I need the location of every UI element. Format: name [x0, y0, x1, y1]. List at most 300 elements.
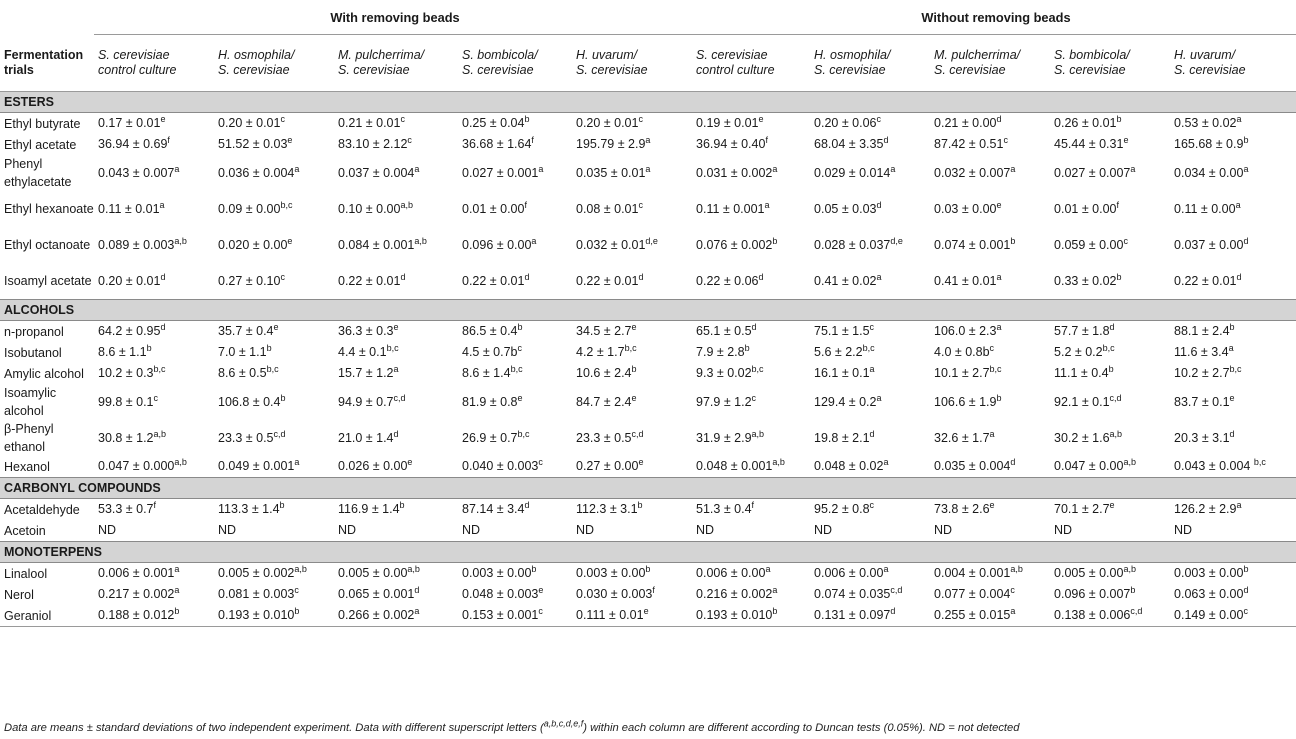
significance-letters: a [765, 563, 771, 574]
cell-value: 0.33 ± 0.02 [1054, 273, 1117, 288]
table-cell [930, 499, 1050, 521]
significance-letters: c [638, 113, 643, 124]
cell-value: 0.027 ± 0.001 [462, 165, 539, 180]
cell-value: 30.2 ± 1.6 [1054, 430, 1110, 445]
table-cell [810, 134, 930, 155]
significance-letters: b [1010, 235, 1016, 246]
table-cell [930, 384, 1050, 420]
cell-value: 0.084 ± 0.001 [338, 237, 415, 252]
cell-value: 87.42 ± 0.51 [934, 137, 1004, 151]
row-label: Geraniol [0, 605, 94, 627]
row-label: Isobutanol [4, 345, 62, 360]
table-cell [1170, 420, 1296, 456]
table-cell [930, 605, 1050, 627]
cell-value: 0.026 ± 0.00 [338, 459, 408, 473]
table-cell [94, 263, 214, 300]
significance-letters: e [1109, 499, 1115, 510]
column-header: S. cerevisiae control culture [692, 35, 810, 92]
significance-letters: b,c [153, 363, 166, 374]
cell-value: 20.3 ± 3.1 [1174, 430, 1230, 445]
significance-letters: b [524, 113, 530, 124]
table-row [0, 499, 1296, 521]
cell-value: 35.7 ± 0.4 [218, 324, 274, 338]
table-cell [214, 191, 334, 227]
significance-letters: c,d [273, 428, 286, 439]
table-cell [458, 134, 572, 155]
cell-value: 0.020 ± 0.00 [218, 237, 288, 252]
cell-value: 8.6 ± 0.5 [218, 366, 267, 380]
table-cell [214, 605, 334, 627]
cell-value: 51.3 ± 0.4 [696, 502, 752, 516]
table-cell [692, 563, 810, 585]
table-cell [572, 499, 692, 521]
cell-value: 0.037 ± 0.00 [1174, 237, 1244, 252]
table-cell [1050, 227, 1170, 263]
significance-letters: d [1229, 428, 1235, 439]
significance-letters: e [758, 113, 764, 124]
table-row [0, 263, 1296, 300]
significance-letters: c [638, 199, 643, 210]
significance-letters: e [160, 113, 166, 124]
table-cell [1170, 563, 1296, 585]
table-cell [930, 456, 1050, 478]
cell-value: 0.149 ± 0.00 [1174, 608, 1244, 622]
cell-value: 0.003 ± 0.00 [576, 566, 646, 580]
row-label: Amylic alcohol [4, 366, 84, 381]
table-row [0, 363, 1296, 384]
table-cell [1170, 456, 1296, 478]
cell-value: 0.048 ± 0.003 [462, 587, 539, 601]
table-cell [810, 321, 930, 343]
significance-letters: d [160, 271, 166, 282]
table-cell [458, 456, 572, 478]
table-cell [572, 420, 692, 456]
table-cell [572, 342, 692, 363]
table-row [0, 227, 1296, 263]
cell-value: 0.031 ± 0.002 [696, 165, 773, 180]
table-cell [214, 563, 334, 585]
table-cell [930, 363, 1050, 384]
cell-value: ND [218, 523, 237, 537]
significance-letters: b [266, 342, 272, 353]
cell-value: 0.043 ± 0.007 [98, 165, 175, 180]
cell-value: 0.11 ± 0.01 [98, 201, 160, 216]
cell-value: 0.193 ± 0.010 [218, 608, 295, 622]
significance-letters: b,c [1102, 342, 1115, 353]
significance-letters: a,b [1123, 456, 1136, 467]
significance-letters: c [1003, 134, 1008, 145]
significance-letters: b [1229, 321, 1235, 332]
significance-letters: a [414, 605, 420, 616]
significance-letters: a [294, 163, 300, 174]
table-cell [1170, 499, 1296, 521]
group-header-with-removing: With removing beads [94, 0, 692, 35]
table-cell [692, 499, 810, 521]
significance-letters: a [996, 271, 1002, 282]
significance-letters: e [517, 392, 523, 403]
table-row [0, 155, 1296, 191]
table-cell [930, 155, 1050, 191]
table-cell [334, 420, 458, 456]
table-cell [930, 342, 1050, 363]
table-row [0, 420, 1296, 456]
table-cell [334, 263, 458, 300]
table-cell [334, 134, 458, 155]
significance-letters: a [1235, 199, 1241, 210]
table-cell [458, 191, 572, 227]
table-cell [810, 520, 930, 542]
table-cell [1170, 134, 1296, 155]
cell-value: 21.0 ± 1.4 [338, 430, 394, 445]
table-cell [1170, 605, 1296, 627]
significance-letters: d [414, 584, 420, 595]
cell-value: 0.255 ± 0.015 [934, 608, 1011, 622]
significance-letters: c,d [890, 584, 903, 595]
significance-letters: b [1108, 363, 1114, 374]
table-cell [334, 584, 458, 605]
table-cell [334, 155, 458, 191]
significance-letters: b [399, 499, 405, 510]
cell-value: 0.005 ± 0.00 [338, 566, 408, 580]
cell-value: 106.8 ± 0.4 [218, 394, 281, 409]
table-cell [810, 499, 930, 521]
table-cell [334, 321, 458, 343]
table-cell [334, 191, 458, 227]
significance-letters: f [531, 134, 534, 145]
column-header: H. uvarum/ S. cerevisiae [572, 35, 692, 92]
cell-value: 0.005 ± 0.002 [218, 566, 295, 580]
table-cell [1170, 342, 1296, 363]
table-cell [572, 134, 692, 155]
cell-value: 0.03 ± 0.00 [934, 201, 997, 216]
cell-value: 97.9 ± 1.2 [696, 394, 752, 409]
table-cell [692, 584, 810, 605]
table-cell [214, 520, 334, 542]
cell-value: 15.7 ± 1.2 [338, 366, 394, 380]
significance-letters: a,b [400, 199, 413, 210]
significance-letters: b [772, 605, 778, 616]
cell-value: 65.1 ± 0.5 [696, 324, 752, 338]
section-header-row [0, 542, 1296, 563]
cell-value: 113.3 ± 1.4 [218, 502, 280, 516]
significance-letters: d,e [645, 235, 658, 246]
cell-value: 0.006 ± 0.001 [98, 566, 175, 580]
significance-letters: a,b [174, 235, 187, 246]
cell-value: 51.52 ± 0.03 [218, 137, 288, 151]
table-cell [1170, 155, 1296, 191]
section-title: ALCOHOLS [0, 300, 1296, 321]
cell-value: 0.096 ± 0.00 [462, 237, 532, 252]
cell-value: 0.22 ± 0.06 [696, 273, 759, 288]
table-cell [214, 584, 334, 605]
significance-letters: a [989, 428, 995, 439]
table-cell [930, 263, 1050, 300]
table-cell [1050, 563, 1170, 585]
table-cell [692, 227, 810, 263]
significance-letters: a,b [414, 235, 427, 246]
cell-value: 0.036 ± 0.004 [218, 165, 295, 180]
section-header-row [0, 92, 1296, 113]
cell-value: 0.047 ± 0.00 [1054, 459, 1124, 473]
cell-value: 0.028 ± 0.037 [814, 237, 891, 252]
significance-letters: d [876, 199, 882, 210]
column-header-row [0, 35, 1296, 92]
significance-letters: f [153, 499, 157, 510]
cell-value: 0.003 ± 0.00 [1174, 566, 1244, 580]
table-cell [692, 155, 810, 191]
significance-letters: b [174, 605, 180, 616]
table-cell [94, 227, 214, 263]
cell-value: 0.20 ± 0.01 [218, 116, 281, 130]
cell-value: 45.44 ± 0.31 [1054, 137, 1124, 151]
table-cell [1050, 191, 1170, 227]
significance-letters: a [1243, 163, 1249, 174]
cell-value: 11.6 ± 3.4 [1174, 345, 1229, 359]
significance-letters: a [531, 235, 537, 246]
row-label: Ethyl acetate [4, 137, 77, 152]
table-cell [692, 605, 810, 627]
significance-letters: c [538, 456, 543, 467]
table-cell [810, 384, 930, 420]
column-header: H. osmophila/ S. cerevisiae [214, 35, 334, 92]
table-cell [94, 342, 214, 363]
cell-value: ND [1054, 523, 1073, 537]
significance-letters: c [517, 342, 523, 353]
row-label: Isoamyl acetate [4, 274, 92, 288]
cell-value: 0.037 ± 0.004 [338, 165, 415, 180]
table-row [0, 134, 1296, 155]
significance-letters: a [890, 163, 896, 174]
cell-value: 0.027 ± 0.007 [1054, 165, 1131, 180]
significance-letters: d [1109, 321, 1115, 332]
significance-letters: a [869, 363, 875, 374]
table-row [0, 563, 1296, 585]
cell-value: 0.153 ± 0.001 [462, 608, 539, 622]
row-label: n-propanol [4, 324, 64, 339]
cell-value: 4.2 ± 1.7 [576, 345, 625, 359]
cell-value: 8.6 ± 1.1 [98, 345, 147, 359]
table-cell [692, 363, 810, 384]
table-cell [810, 456, 930, 478]
significance-letters: e [393, 321, 399, 332]
cell-value: 36.94 ± 0.69 [98, 137, 168, 151]
significance-letters: c,d [631, 428, 644, 439]
table-cell [692, 420, 810, 456]
cell-value: 0.048 ± 0.001 [696, 459, 773, 473]
significance-letters: a [1010, 605, 1016, 616]
significance-letters: f [751, 499, 755, 510]
cell-value: 0.53 ± 0.02 [1174, 116, 1237, 130]
cell-value: 0.10 ± 0.00 [338, 201, 401, 216]
table-cell [930, 191, 1050, 227]
column-header: S. bombicola/ S. cerevisiae [1050, 35, 1170, 92]
significance-letters: b,c [989, 363, 1002, 374]
cell-value: 0.003 ± 0.00 [462, 566, 532, 580]
significance-letters: f [652, 584, 655, 595]
significance-letters: b [645, 563, 651, 574]
significance-letters: a,b [772, 456, 785, 467]
section-header-row [0, 300, 1296, 321]
table-row [0, 456, 1296, 478]
cell-value: 0.111 ± 0.01 [576, 608, 644, 622]
cell-value: 0.26 ± 0.01 [1054, 116, 1117, 130]
significance-letters: d [638, 271, 644, 282]
cell-value: 31.9 ± 2.9 [696, 430, 752, 445]
significance-letters: a [393, 363, 399, 374]
table-cell [1050, 113, 1170, 135]
cell-value: 73.8 ± 2.6 [934, 502, 990, 516]
cell-value: ND [462, 523, 481, 537]
significance-letters: b [631, 363, 637, 374]
table-row [0, 605, 1296, 627]
significance-letters: f [765, 134, 768, 145]
significance-letters: a,b [153, 428, 167, 439]
table-cell [334, 342, 458, 363]
cell-value: 0.032 ± 0.01 [576, 237, 646, 252]
table-cell [458, 363, 572, 384]
table-cell [334, 113, 458, 135]
cell-value: 0.217 ± 0.002 [98, 587, 175, 601]
significance-letters: b,c [1229, 363, 1242, 374]
table-cell [810, 263, 930, 300]
row-label: Acetoin [4, 523, 46, 538]
table-cell [1050, 605, 1170, 627]
significance-letters: b,c [510, 363, 523, 374]
cell-value: 86.5 ± 0.4 [462, 324, 518, 338]
section-header-row [0, 478, 1296, 499]
cell-value: 75.1 ± 1.5 [814, 324, 870, 338]
section-title: ESTERS [0, 92, 1296, 113]
table-cell [692, 134, 810, 155]
significance-letters: b [1130, 584, 1136, 595]
table-cell [572, 563, 692, 585]
table-cell [214, 456, 334, 478]
table-cell [572, 584, 692, 605]
cell-value: 0.09 ± 0.00 [218, 201, 281, 216]
table-cell [692, 456, 810, 478]
cell-value: 0.065 ± 0.001 [338, 587, 415, 601]
cell-value: 129.4 ± 0.2 [814, 394, 877, 409]
significance-letters: e [538, 584, 544, 595]
cell-value: 83.7 ± 0.1 [1174, 394, 1230, 409]
table-cell [94, 420, 214, 456]
cell-value: 112.3 ± 3.1 [576, 502, 638, 516]
significance-letters: b [280, 392, 286, 403]
cell-value: 84.7 ± 2.4 [576, 394, 632, 409]
significance-letters: a,b [174, 456, 187, 467]
table-cell [572, 113, 692, 135]
significance-letters: a,b [751, 428, 765, 439]
column-header: M. pulcherrima/ S. cerevisiae [334, 35, 458, 92]
cell-value: 0.074 ± 0.001 [934, 237, 1011, 252]
table-cell [94, 363, 214, 384]
significance-letters: c,d [1109, 392, 1122, 403]
table-cell [692, 263, 810, 300]
table-cell [214, 263, 334, 300]
table-cell [1170, 321, 1296, 343]
table-cell [810, 563, 930, 585]
table-cell [334, 499, 458, 521]
cell-value: ND [814, 523, 833, 537]
significance-letters: b,c [751, 363, 764, 374]
cell-value: 195.79 ± 2.9 [576, 137, 646, 151]
significance-letters: b [1116, 113, 1122, 124]
table-cell [930, 134, 1050, 155]
table-cell [94, 113, 214, 135]
significance-letters: e [287, 134, 293, 145]
table-cell [692, 113, 810, 135]
column-header: S. cerevisiae control culture [94, 35, 214, 92]
significance-letters: d [996, 113, 1002, 124]
section-title: CARBONYL COMPOUNDS [0, 478, 1296, 499]
table-cell [930, 584, 1050, 605]
significance-letters: d [883, 134, 889, 145]
table-cell [94, 456, 214, 478]
cell-value: 0.11 ± 0.001 [696, 201, 765, 216]
cell-value: 0.032 ± 0.007 [934, 165, 1011, 180]
significance-letters: c,d [1130, 605, 1143, 616]
table-cell [214, 155, 334, 191]
significance-letters: d [524, 271, 530, 282]
significance-letters: b [1243, 563, 1249, 574]
table-cell [1050, 499, 1170, 521]
table-cell [810, 113, 930, 135]
table-cell [458, 321, 572, 343]
cell-value: 0.029 ± 0.014 [814, 165, 891, 180]
table-cell [930, 113, 1050, 135]
row-label: Acetaldehyde [4, 502, 80, 517]
significance-letters: a,b [407, 563, 420, 574]
table-cell [458, 520, 572, 542]
cell-value: 32.6 ± 1.7 [934, 430, 990, 445]
table-cell [1050, 520, 1170, 542]
cell-value: 10.2 ± 0.3 [98, 366, 154, 380]
significance-letters: a [876, 271, 882, 282]
cell-value: 36.68 ± 1.64 [462, 137, 532, 151]
table-cell [94, 321, 214, 343]
cell-value: 34.5 ± 2.7 [576, 324, 632, 338]
row-label: Linalool [4, 566, 48, 581]
table-cell [214, 321, 334, 343]
table-cell [572, 384, 692, 420]
cell-value: 87.14 ± 3.4 [462, 502, 525, 516]
significance-letters: d [758, 271, 764, 282]
table-cell [1050, 155, 1170, 191]
significance-letters: d [751, 321, 757, 332]
cell-value: 0.089 ± 0.003 [98, 237, 175, 252]
cell-value: 0.27 ± 0.10 [218, 273, 281, 288]
cell-value: 94.9 ± 0.7 [338, 394, 394, 409]
cell-value: 0.030 ± 0.003 [576, 587, 653, 601]
cell-value: 0.059 ± 0.00 [1054, 237, 1124, 252]
table-cell [458, 563, 572, 585]
cell-value: ND [338, 523, 357, 537]
cell-value: 0.19 ± 0.01 [696, 116, 759, 130]
cell-value: ND [1174, 523, 1193, 537]
table-cell [810, 363, 930, 384]
group-header-without-removing: Without removing beads [692, 0, 1296, 35]
cell-value: 0.21 ± 0.01 [338, 116, 401, 130]
table-cell [572, 263, 692, 300]
table-cell [1170, 520, 1296, 542]
significance-letters: a [645, 163, 651, 174]
table-cell [94, 499, 214, 521]
significance-letters: d [890, 605, 896, 616]
table-cell [458, 263, 572, 300]
cell-value: 0.138 ± 0.006 [1054, 608, 1131, 622]
cell-value: 0.41 ± 0.02 [814, 273, 877, 288]
cell-value: 36.3 ± 0.3 [338, 324, 394, 338]
